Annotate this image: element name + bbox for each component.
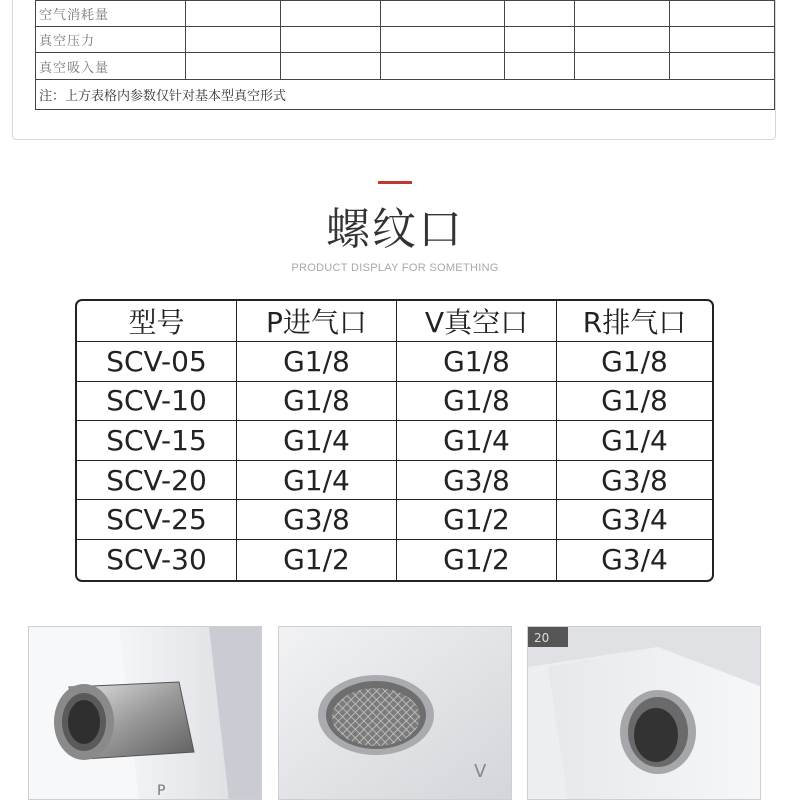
thread-port-table <box>75 299 714 582</box>
product-photo-r-port <box>527 626 761 800</box>
spec-note: 注：上方表格内参数仅针对基本型真空形式 <box>36 79 775 109</box>
spec-cell <box>380 53 505 79</box>
model-mark: 20 <box>534 631 550 645</box>
cell-v: G3/8 <box>397 461 557 501</box>
spec-cell <box>575 53 670 79</box>
table-row <box>77 500 712 540</box>
cell-r: G3/8 <box>557 461 712 501</box>
table-header-row <box>77 301 712 342</box>
cell-model: SCV-30 <box>77 540 237 580</box>
section-title: 螺纹口 <box>326 204 464 255</box>
cell-r: G1/8 <box>557 342 712 382</box>
port-mark-v: V <box>474 761 487 782</box>
spec-table-card <box>12 0 776 140</box>
spec-cell <box>505 53 575 79</box>
spec-cell <box>505 1 575 27</box>
spec-table <box>35 0 775 110</box>
spec-cell <box>575 1 670 27</box>
cell-v: G1/4 <box>397 421 557 461</box>
spec-cell <box>575 27 670 53</box>
table-row <box>77 540 712 580</box>
cell-model: SCV-20 <box>77 461 237 501</box>
cell-r: G3/4 <box>557 500 712 540</box>
cell-r: G1/8 <box>557 382 712 422</box>
spec-cell <box>280 27 380 53</box>
cell-p: G1/2 <box>237 540 397 580</box>
table-row <box>36 53 775 79</box>
cell-model: SCV-15 <box>77 421 237 461</box>
spec-cell <box>670 1 775 27</box>
table-row <box>77 382 712 422</box>
spec-cell <box>670 53 775 79</box>
product-photo-p-port <box>28 626 262 800</box>
header-p-inlet: P进气口 <box>237 301 397 342</box>
spec-cell <box>185 53 280 79</box>
cell-p: G3/8 <box>237 500 397 540</box>
cell-p: G1/8 <box>237 382 397 422</box>
p-port-illustration <box>29 627 262 800</box>
v-port-illustration <box>279 627 512 800</box>
cell-p: G1/8 <box>237 342 397 382</box>
cell-v: G1/2 <box>397 500 557 540</box>
cell-v: G1/8 <box>397 382 557 422</box>
table-row <box>77 342 712 382</box>
table-row <box>77 461 712 501</box>
cell-v: G1/8 <box>397 342 557 382</box>
header-model: 型号 <box>77 301 237 342</box>
cell-r: G1/4 <box>557 421 712 461</box>
port-mark-p: P <box>157 783 166 799</box>
spec-cell <box>185 1 280 27</box>
header-r-exhaust: R排气口 <box>557 301 712 342</box>
spec-cell <box>185 27 280 53</box>
table-row <box>77 421 712 461</box>
table-row <box>36 27 775 53</box>
spec-cell <box>380 1 505 27</box>
table-row <box>36 1 775 27</box>
cell-p: G1/4 <box>237 461 397 501</box>
spec-cell <box>280 1 380 27</box>
cell-model: SCV-05 <box>77 342 237 382</box>
spec-cell <box>280 53 380 79</box>
cell-r: G3/4 <box>601 543 668 577</box>
table-row <box>36 79 775 109</box>
header-v-vacuum: V真空口 <box>397 301 557 342</box>
cell-model: SCV-25 <box>77 500 237 540</box>
cell-p: G1/4 <box>237 421 397 461</box>
spec-cell <box>505 27 575 53</box>
spec-row-label: 真空压力 <box>36 27 186 53</box>
spec-cell <box>670 27 775 53</box>
section-subtitle: PRODUCT DISPLAY FOR SOMETHING <box>291 262 499 274</box>
r-port-illustration <box>528 627 761 800</box>
spec-cell <box>380 27 505 53</box>
section-accent-bar <box>378 181 412 184</box>
spec-row-label: 空气消耗量 <box>36 1 186 27</box>
cell-v: G1/2 <box>397 540 557 580</box>
spec-row-label: 真空吸入量 <box>36 53 186 79</box>
cell-model: SCV-10 <box>77 382 237 422</box>
product-photo-v-port <box>278 626 512 800</box>
